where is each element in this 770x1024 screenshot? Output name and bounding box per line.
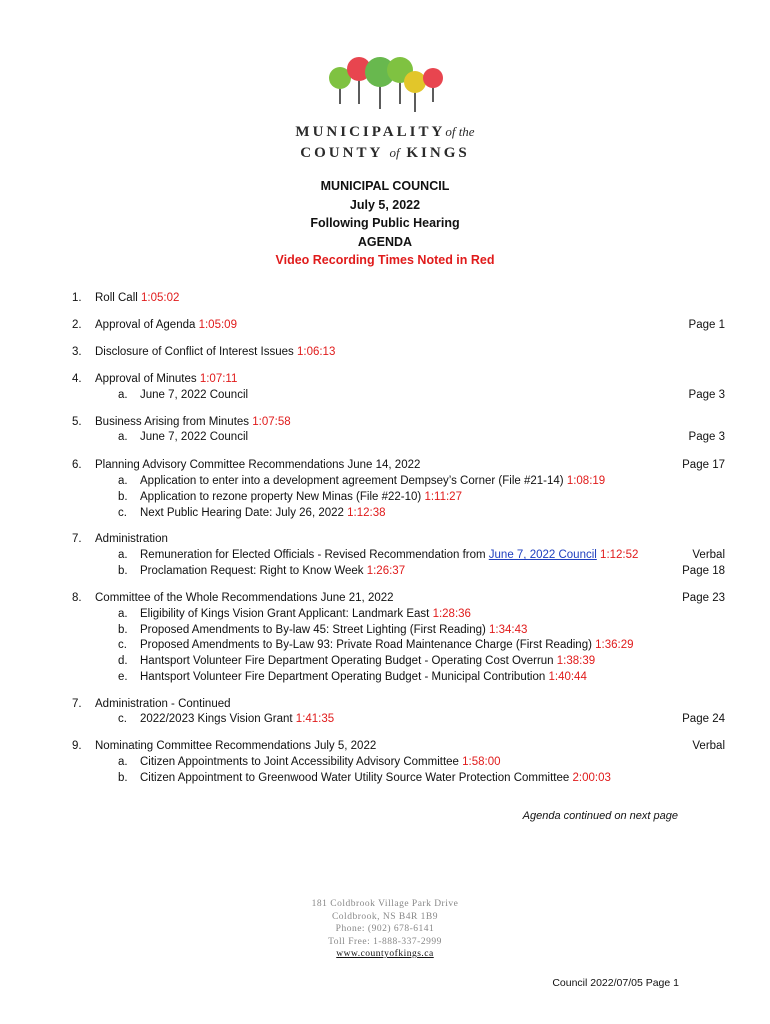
subitem-title: Application to rezone property New Minas (File #22-10) [140,491,422,503]
item-number: 4. [72,373,82,385]
item-title: Approval of Agenda [95,319,196,331]
footer-street: 181 Coldbrook Village Park Drive [311,899,459,909]
subitem-text [140,608,471,620]
subitem-title: Proclamation Request: Right to Know Week [140,565,364,577]
subitem-title: Eligibility of Kings Vision Grant Applicant: Landmark East [140,608,430,620]
footer-website-link[interactable]: www.countyofkings.ca [336,949,434,959]
footer-city: Coldbrook, NS B4R 1B9 [331,911,439,922]
subitem-title: Hantsport Volunteer Fire Department Operating Budget - Municipal Contribution [140,671,546,683]
subitem-letter: e. [118,671,128,683]
logo-kings-text: KINGS [406,145,470,161]
video-time: 1:06:13 [296,346,336,358]
subitem-text: June 7, 2022 Council [140,431,249,443]
subitem-letter: a. [118,549,128,561]
page-reference: Page 24 [682,713,725,725]
item-title: Business Arising from Minutes [95,416,250,428]
video-time: 1:38:39 [556,655,596,667]
logo-of-text: of [389,145,400,160]
subitem-text [140,772,611,784]
item-number: 5. [72,416,82,428]
subitem-text [140,639,634,651]
item-text [95,416,291,428]
page-footer-label: Council 2022/07/05 Page 1 [552,977,679,989]
item-number: 7. [72,533,82,545]
subitem-title: Proposed Amendments to By-law 45: Street Lighting (First Reading) [140,624,486,636]
item-number: 2. [72,319,82,331]
item-text [95,319,237,331]
subitem-title: Remuneration for Elected Officials - Revised Recommendation from [140,549,486,561]
video-time: 1:28:36 [432,608,471,620]
page-reference: Page 3 [688,389,725,401]
page-reference: Page 23 [682,592,725,604]
subitem-title: Citizen Appointment to Greenwood Water Utility Source Water Protection Committee [140,772,570,784]
page-reference: Page 3 [688,431,725,443]
subitem-title: Proposed Amendments to By-Law 93: Private Road Maintenance Charge (First Reading) [140,639,592,651]
header-date: July 5, 2022 [349,197,421,212]
item-title: Roll Call [95,292,138,304]
logo-of-the-text: of the [445,124,475,139]
video-time: 1:34:43 [489,624,528,636]
video-time: 1:12:38 [347,507,386,519]
video-time: 1:11:27 [424,491,462,503]
subitem-text [140,491,462,503]
video-time: 1:12:52 [600,549,639,561]
item-text [95,292,179,304]
subitem-letter: a. [118,389,128,401]
june-7-council-link[interactable]: June 7, 2022 Council [488,549,597,561]
item-title: Committee of the Whole Recommendations June 21, 2022 [95,592,394,604]
subitem-letter: a. [118,756,128,768]
item-title: Administration [95,533,168,545]
municipality-logo-trees [320,52,450,118]
item-title: Administration - Continued [95,698,231,710]
page-reference: Page 18 [682,565,725,577]
video-time: 1:58:00 [462,756,501,768]
item-number: 1. [72,292,82,304]
subitem-text [140,671,587,683]
subitem-letter: b. [118,491,128,503]
video-time: 1:05:09 [198,319,237,331]
subitem-title: Next Public Hearing Date: July 26, 2022 [140,507,344,519]
logo-county-text: COUNTY [300,145,383,161]
subitem-text [140,475,605,487]
subitem-text [140,624,527,636]
video-time: 1:40:44 [548,671,587,683]
subitem-letter: b. [118,565,128,577]
subitem-text [140,549,638,561]
page-reference: Page 1 [688,319,725,331]
header-video-note: Video Recording Times Noted in Red [275,253,495,267]
subitem-title: Hantsport Volunteer Fire Department Operating Budget - Operating Cost Overrun [140,655,554,667]
subitem-letter: c. [118,713,127,725]
subitem-letter: b. [118,772,128,784]
subitem-title: Citizen Appointments to Joint Accessibility Advisory Committee [140,756,459,768]
subitem-letter: d. [118,655,128,667]
subitem-letter: c. [118,507,127,519]
tree-5 [404,71,426,112]
logo-municipality-text: MUNICIPALITY [295,124,446,140]
video-time: 1:08:19 [566,475,606,487]
item-title: Disclosure of Conflict of Interest Issues [95,346,294,358]
subitem-letter: a. [118,608,128,620]
item-title: Planning Advisory Committee Recommendations June 14, 2022 [95,459,421,471]
footer-address-block [235,898,535,961]
item-title: Nominating Committee Recommendations July 5, 2022 [95,740,377,752]
subitem-text [140,507,386,519]
logo-wordmark-line2 [260,145,510,162]
video-time: 2:00:03 [572,772,611,784]
subitem-title: 2022/2023 Kings Vision Grant [140,713,293,725]
subitem-title: Application to enter into a development agreement Dempsey’s Corner (File #21-14) [140,475,564,487]
page-reference: Verbal [692,740,725,752]
subitem-text [140,756,501,768]
video-time: 1:41:35 [295,713,335,725]
page-reference: Page 17 [682,459,725,471]
item-title: Approval of Minutes [95,373,197,385]
video-time: 1:05:02 [141,292,180,304]
video-time: 1:26:37 [366,565,406,577]
header-following: Following Public Hearing [310,216,460,230]
item-number: 6. [72,459,82,471]
page-reference: Verbal [692,549,725,561]
header-council: MUNICIPAL COUNCIL [320,179,450,193]
subitem-letter: b. [118,624,128,636]
item-number: 7. [72,698,82,710]
item-text [95,373,237,385]
video-time: 1:07:58 [252,416,291,428]
footer-phone: Phone: (902) 678-6141 [335,924,435,934]
subitem-text: June 7, 2022 Council [140,389,249,401]
subitem-text [140,713,334,725]
subitem-text [140,565,405,577]
footer-tollfree: Toll Free: 1-888-337-2999 [328,936,442,947]
subitem-letter: c. [118,639,127,651]
item-number: 9. [72,740,82,752]
video-time: 1:07:11 [199,373,238,385]
video-time: 1:36:29 [595,639,634,651]
subitem-letter: a. [118,431,128,443]
logo-wordmark-line1 [260,124,510,141]
subitem-text [140,655,595,667]
agenda-header [0,177,770,270]
agenda-continued-note: Agenda continued on next page [522,810,678,822]
item-number: 8. [72,592,82,604]
tree-6 [423,68,443,102]
item-number: 3. [72,346,82,358]
item-text [95,346,335,358]
header-agenda: AGENDA [357,234,413,249]
subitem-letter: a. [118,475,128,487]
